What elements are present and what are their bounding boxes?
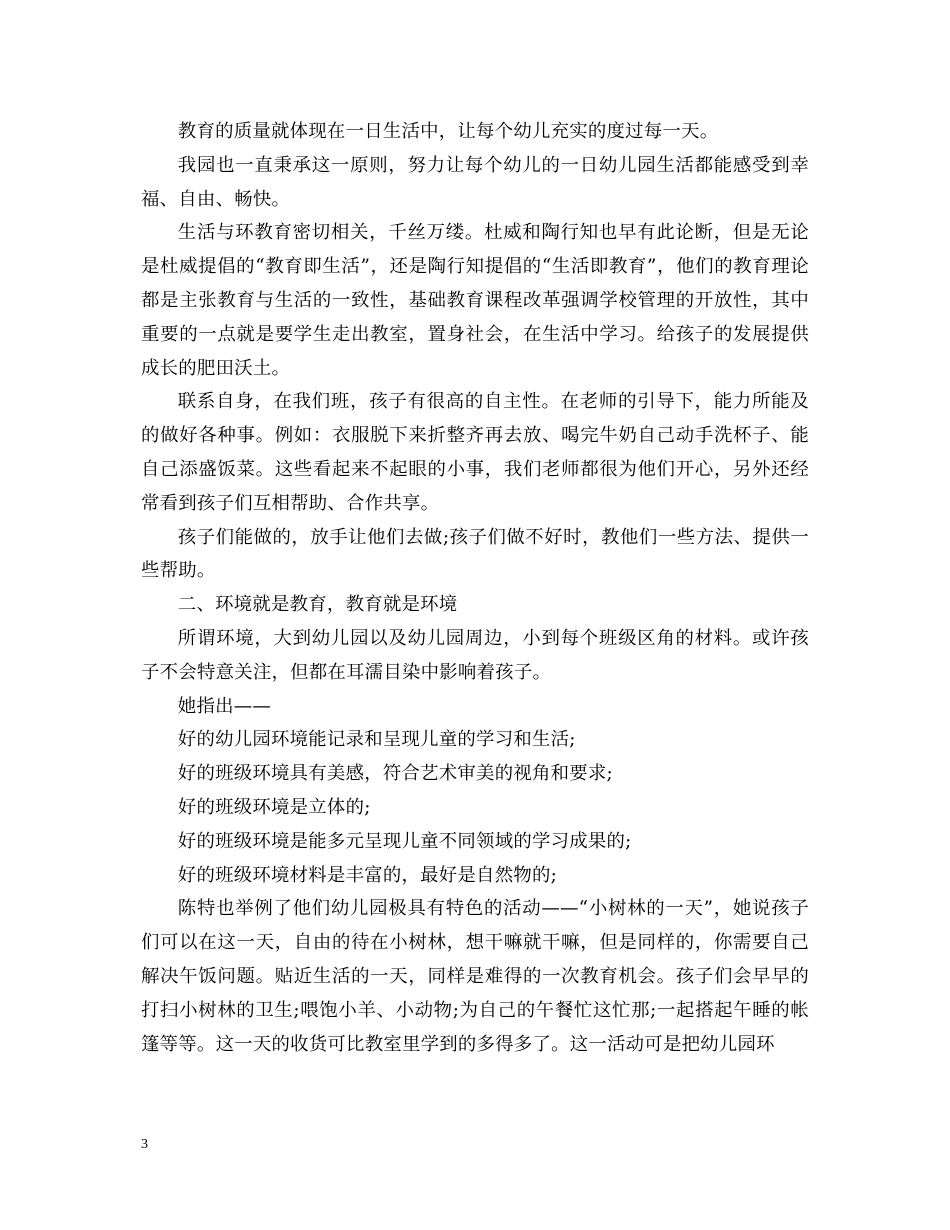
section-heading: 二、环境就是教育，教育就是环境 xyxy=(177,594,458,616)
list-item: 好的幼儿园环境能记录和呈现儿童的学习和生活; xyxy=(177,729,576,751)
paragraph: 教育的质量就体现在一日生活中，让每个幼儿充实的度过每一天。 xyxy=(177,121,719,142)
paragraph: 孩子们能做的，放手让他们去做;孩子们做不好时，教他们一些方法、提供一些帮助。 xyxy=(141,526,809,582)
paragraph: 生活与环教育密切相关，千丝万缕。杜威和陶行知也早有此论断，但是无论是杜威提倡的“教育即生活”，还是陶行知提倡的“生活即教育”，他们的教育理论都是主张教育与生活的一致性，基础教育课程改革强调学校管理的开放性，其中重要的一点就是要学生走出教室，置身社会，在生活中学习。给孩子的发展提供成长的肥田沃土。 xyxy=(141,222,809,379)
paragraph: 我园也一直秉承这一原则，努力让每个幼儿的一日幼儿园生活都能感受到幸福、自由、畅快。 xyxy=(141,154,809,210)
paragraph: 所谓环境，大到幼儿园以及幼儿园周边，小到每个班级区角的材料。或许孩子不会特意关注，但都在耳濡目染中影响着孩子。 xyxy=(141,627,809,683)
list-item: 好的班级环境具有美感，符合艺术审美的视角和要求; xyxy=(177,763,613,785)
paragraph: 陈特也举例了他们幼儿园极具有特色的活动——“小树林的一天”，她说孩子们可以在这一天，自由的待在小树林，想干嘛就干嘛，但是同样的，你需要自己解决午饭问题。贴近生活的一天，同样是难得的一次教育机会。孩子们会早早的打扫小树林的卫生;喂饱小羊、小动物;为自己的午餐忙这忙那;一起搭起午睡的帐篷等等。这一天的收货可比教室里学到的多得多了。这一活动可是把幼儿园环 xyxy=(141,898,809,1055)
page-number: 3 xyxy=(141,1137,148,1152)
document-body xyxy=(141,115,809,1061)
list-item: 好的班级环境是能多元呈现儿童不同领域的学习成果的; xyxy=(177,830,632,852)
list-item: 好的班级环境是立体的; xyxy=(177,796,371,818)
paragraph: 她指出—— xyxy=(177,695,272,717)
paragraph: 联系自身，在我们班，孩子有很高的自主性。在老师的引导下，能力所能及的做好各种事。例如：衣服脱下来折整齐再去放、喝完牛奶自己动手洗杯子、能自己添盛饭菜。这些看起来不起眼的小事，我们老师都很为他们开心，另外还经常看到孩子们互相帮助、合作共享。 xyxy=(141,391,809,514)
list-item: 好的班级环境材料是丰富的，最好是自然物的; xyxy=(177,864,558,886)
